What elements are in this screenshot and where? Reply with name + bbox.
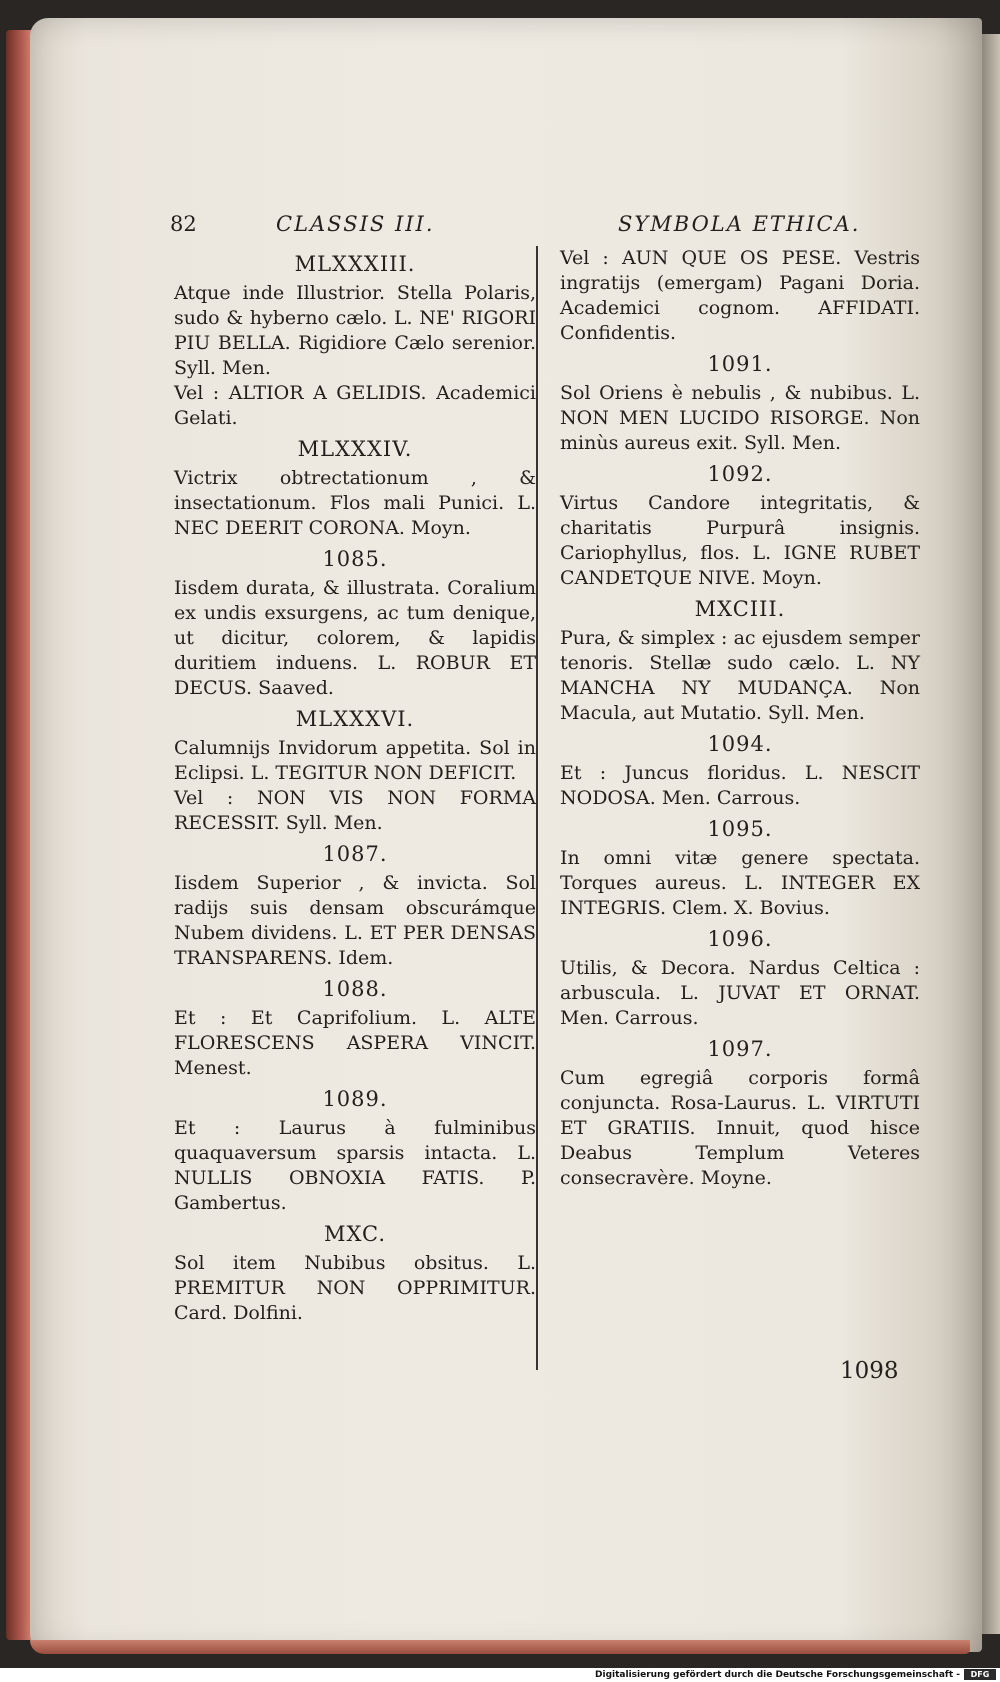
running-title-left: CLASSIS III. [276,212,435,236]
entry-text: Iisdem durata, & illustrata. Coralium ex undis exsurgens, ac tum denique, ut dicitur, colorem, & lapidis duritiem induens. L. ROBUR ET DECUS. Saaved. [174,577,536,699]
entry-text: Iisdem Superior , & invicta. Sol radijs suis densam obscurámque Nubem dividens. L. ET PER DENSAS TRANSPARENS. Idem. [174,872,536,969]
entry-text: Et : Laurus à fulminibus quaquaversum sparsis intacta. L. NULLIS OBNOXIA FATIS. P. Gambertus. [174,1117,536,1214]
page-number: 82 [170,212,197,236]
emblem-entry [560,927,920,1031]
entry-text: Atque inde Illustrior. Stella Polaris, sudo & hyberno cælo. L. NE' RIGORI PIU BELLA. Rigidiore Cælo serenior. Syll. Men. [174,282,536,379]
entry-number: MLXXXIII. [294,252,416,276]
emblem-entry [174,842,536,971]
emblem-entry [174,252,536,431]
entry-number: MLXXXIV. [297,437,413,461]
entry-number: 1096. [707,927,773,951]
dfg-logo: DFG [964,1669,996,1680]
emblem-entry [560,817,920,921]
emblem-entry [174,1087,536,1216]
emblem-entry [560,352,920,456]
entry-number: 1087. [322,842,388,866]
entry-number: 1094. [707,732,773,756]
emblem-entry [174,707,536,836]
adjacent-page-edge [982,34,1000,1634]
emblem-entry [174,977,536,1081]
page-bottom-edge [30,1640,970,1654]
entry-text: Utilis, & Decora. Nardus Celtica : arbuscula. L. JUVAT ET ORNAT. Men. Carrous. [560,957,920,1029]
entry-text: Vel : ALTIOR A GELIDIS. Academici Gelati. [174,382,536,429]
emblem-entry [174,437,536,541]
entry-text: Sol item Nubibus obsitus. L. PREMITUR NON OPPRIMITUR. Card. Dolfini. [174,1252,536,1324]
entry-number: 1097. [707,1037,773,1061]
right-column [560,246,920,1197]
running-title-right: SYMBOLA ETHICA. [618,212,861,236]
emblem-entry [174,547,536,701]
entry-number: 1095. [707,817,773,841]
footer-credit: Digitalisierung gefördert durch die Deutsche Forschungsgemeinschaft - [595,1670,960,1680]
emblem-entry [560,597,920,726]
entry-number: MXC. [323,1222,387,1246]
entry-text: Vel : NON VIS NON FORMA RECESSIT. Syll. Men. [174,787,536,834]
entry-text: Et : Juncus floridus. L. NESCIT NODOSA. Men. Carrous. [560,762,920,809]
entry-text: Vel : AUN QUE OS PESE. Vestris ingratijs (emergam) Pagani Doria. Academici cognom. AFFIDATI. Confidentis. [560,247,920,344]
entry-text: Et : Et Caprifolium. L. ALTE FLORESCENS ASPERA VINCIT. Menest. [174,1007,536,1079]
emblem-entry [174,1222,536,1326]
entry-text: Calumnijs Invidorum appetita. Sol in Eclipsi. L. TEGITUR NON DEFICIT. [174,737,536,784]
entry-text: Cum egregiâ corporis formâ conjuncta. Rosa-Laurus. L. VIRTUTI ET GRATIIS. Innuit, quod hisce Deabus Templum Veteres consecravère. Moyne. [560,1067,920,1189]
emblem-entry [560,246,920,346]
emblem-entry [560,462,920,591]
entry-number: MLXXXVI. [295,707,415,731]
entry-text: In omni vitæ genere spectata. Torques aureus. L. INTEGER EX INTEGRIS. Clem. X. Bovius. [560,847,920,919]
entry-number: 1088. [322,977,388,1001]
emblem-entry [560,732,920,811]
entry-number: 1092. [707,462,773,486]
entry-text: Pura, & simplex : ac ejusdem semper tenoris. Stellæ sudo cælo. L. NY MANCHA NY MUDANÇA. Non Macula, aut Mutatio. Syll. Men. [560,627,920,724]
entry-number: 1085. [322,547,388,571]
page-header [170,210,890,244]
entry-text: Virtus Candore integritatis, & charitatis Purpurâ insignis. Cariophyllus, flos. L. IGNE RUBET CANDETQUE NIVE. Moyn. [560,492,920,589]
column-divider [536,246,538,1370]
entry-number: MXCIII. [694,597,786,621]
entry-number: 1089. [322,1087,388,1111]
left-column [174,246,536,1332]
entry-text: Victrix obtrectationum , & insectationum. Flos mali Punici. L. NEC DEERIT CORONA. Moyn. [174,467,536,539]
entry-text: Sol Oriens è nebulis , & nubibus. L. NON MEN LUCIDO RISORGE. Non minùs aureus exit. Syll. Men. [560,382,920,454]
catchword: 1098 [840,1358,899,1384]
entry-number: 1091. [707,352,773,376]
emblem-entry [560,1037,920,1191]
